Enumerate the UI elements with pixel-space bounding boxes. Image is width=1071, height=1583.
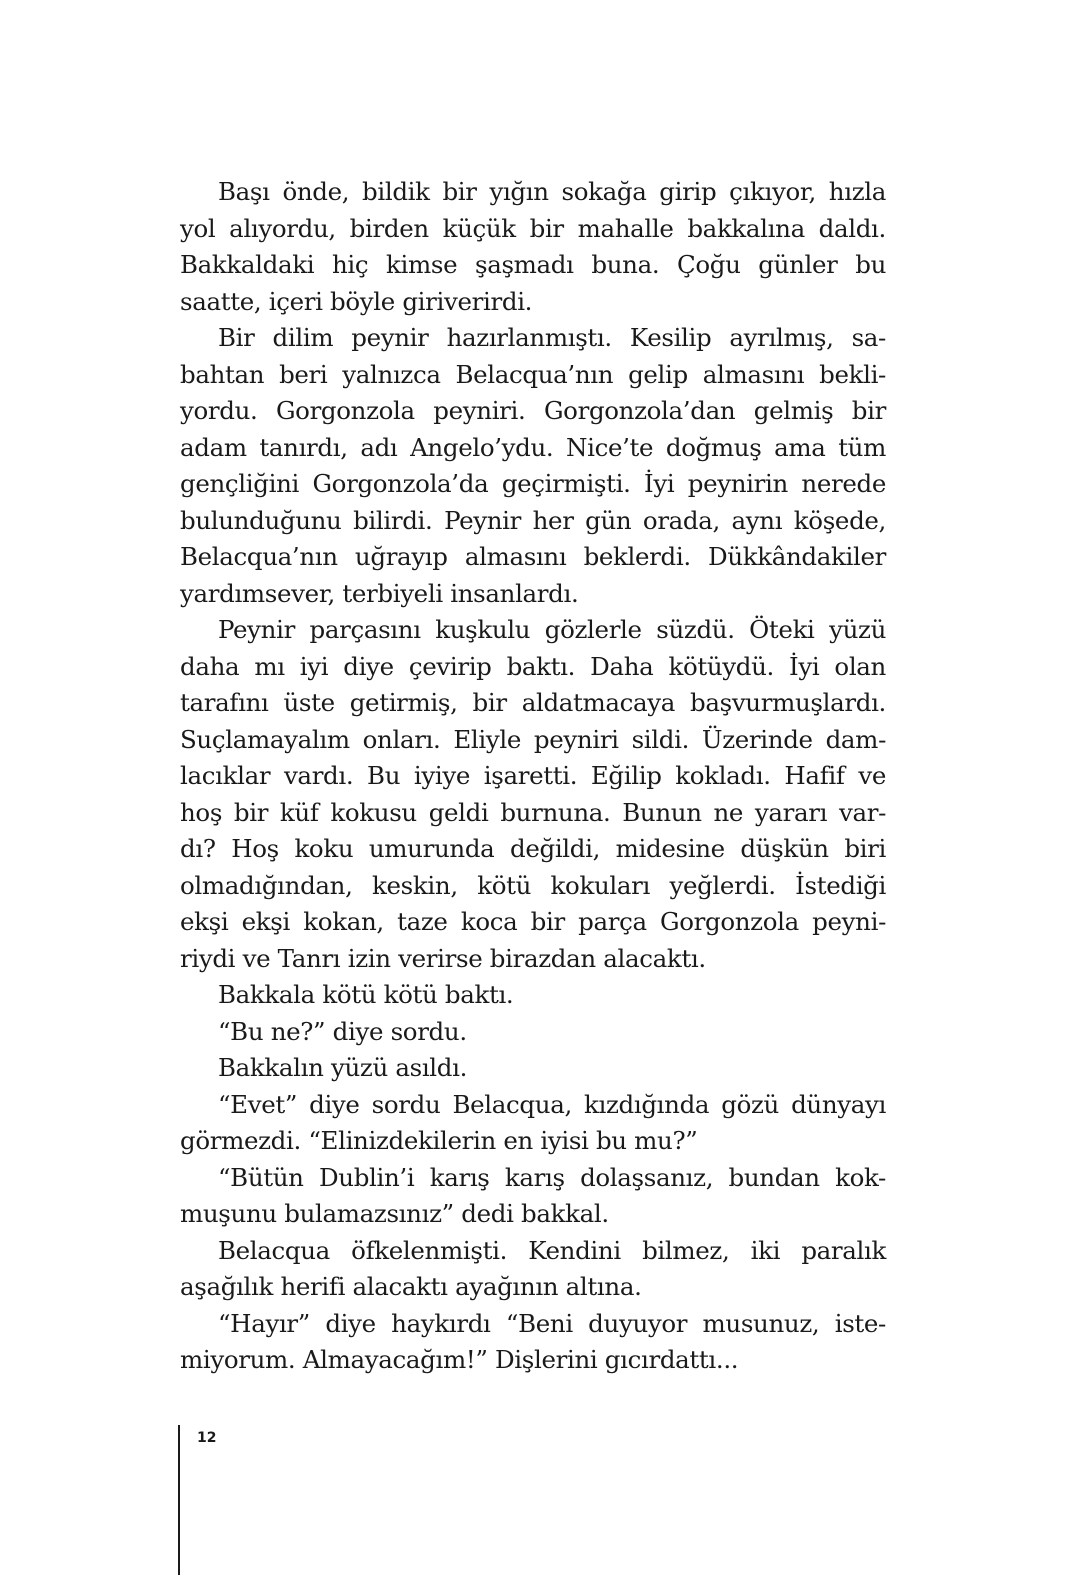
page-number: 12	[197, 1430, 217, 1446]
text-line: Bakkalın yüzü asıldı.	[218, 1053, 468, 1082]
text-line: yardımsever, terbiyeli insanlardı.	[180, 578, 579, 608]
text-line: Başı önde, bildik bir yığın sokağa girip çıkıyor, hızla	[218, 177, 886, 206]
text-line: Bakkaldaki hiç kimse şaşmadı buna. Çoğu günler bu	[180, 250, 886, 279]
text-line: tarafını üste getirmiş, bir aldatmacaya başvurmuşlardı.	[180, 688, 886, 717]
text-line: miyorum. Almayacağım!” Dişlerini gıcırdattı...	[180, 1345, 739, 1374]
text-line: Peynir parçasını kuşkulu gözlerle süzdü. Öteki yüzü	[218, 615, 886, 644]
body-text	[180, 174, 886, 1379]
text-line: “Evet” diye sordu Belacqua, kızdığında gözü dünyayı	[218, 1089, 886, 1119]
text-line: “Bu ne?” diye sordu.	[218, 1016, 467, 1046]
text-line: Belacqua öfkelenmişti. Kendini bilmez, iki paralık	[218, 1235, 886, 1265]
text-line: gençliğini Gorgonzola’da geçirmişti. İyi peynirin nerede	[180, 469, 886, 498]
text-line: Bakkala kötü kötü baktı.	[218, 980, 514, 1009]
text-line: Bir dilim peynir hazırlanmıştı. Kesilip ayrılmış, sa-	[218, 323, 886, 352]
text-line: görmezdi. “Elinizdekilerin en iyisi bu mu?”	[180, 1126, 698, 1155]
text-line: riydi ve Tanrı izin verirse birazdan alacaktı.	[180, 943, 706, 973]
text-line: “Hayır” diye haykırdı “Beni duyuyor musunuz, iste-	[218, 1308, 886, 1338]
footer-vertical-rule	[178, 1425, 180, 1575]
text-line: muşunu bulamazsınız” dedi bakkal.	[180, 1199, 609, 1228]
text-line: dı? Hoş koku umurunda değildi, midesine düşkün biri	[180, 834, 886, 863]
text-line: daha mı iyi diye çevirip baktı. Daha kötüydü. İyi olan	[180, 651, 886, 681]
text-line: lacıklar vardı. Bu iyiye işaretti. Eğilip kokladı. Hafif ve	[180, 761, 886, 790]
text-line: Belacqua’nın uğrayıp almasını beklerdi. Dükkândakiler	[180, 542, 886, 571]
text-line: Suçlamayalım onları. Eliyle peyniri sildi. Üzerinde dam-	[180, 724, 886, 754]
text-line: “Bütün Dublin’i karış karış dolaşsanız, bundan kok-	[218, 1162, 886, 1192]
text-line: bulunduğunu bilirdi. Peynir her gün orada, aynı köşede,	[180, 505, 886, 535]
text-line: saatte, içeri böyle giriverirdi.	[180, 286, 533, 316]
text-line: aşağılık herifi alacaktı ayağının altına.	[180, 1272, 642, 1301]
text-line: olmadığından, keskin, kötü kokuları yeğlerdi. İstediği	[180, 870, 886, 900]
text-line: hoş bir küf kokusu geldi burnuna. Bunun ne yararı var-	[180, 797, 886, 827]
text-line: adam tanırdı, adı Angelo’ydu. Nice’te doğmuş ama tüm	[180, 432, 886, 462]
text-line: yol alıyordu, birden küçük bir mahalle bakkalına daldı.	[180, 213, 886, 243]
text-line: ekşi ekşi kokan, taze koca bir parça Gorgonzola peyni-	[180, 907, 886, 936]
text-line: bahtan beri yalnızca Belacqua’nın gelip almasını bekli-	[180, 359, 886, 389]
text-line: yordu. Gorgonzola peyniri. Gorgonzola’dan gelmiş bir	[180, 396, 886, 425]
